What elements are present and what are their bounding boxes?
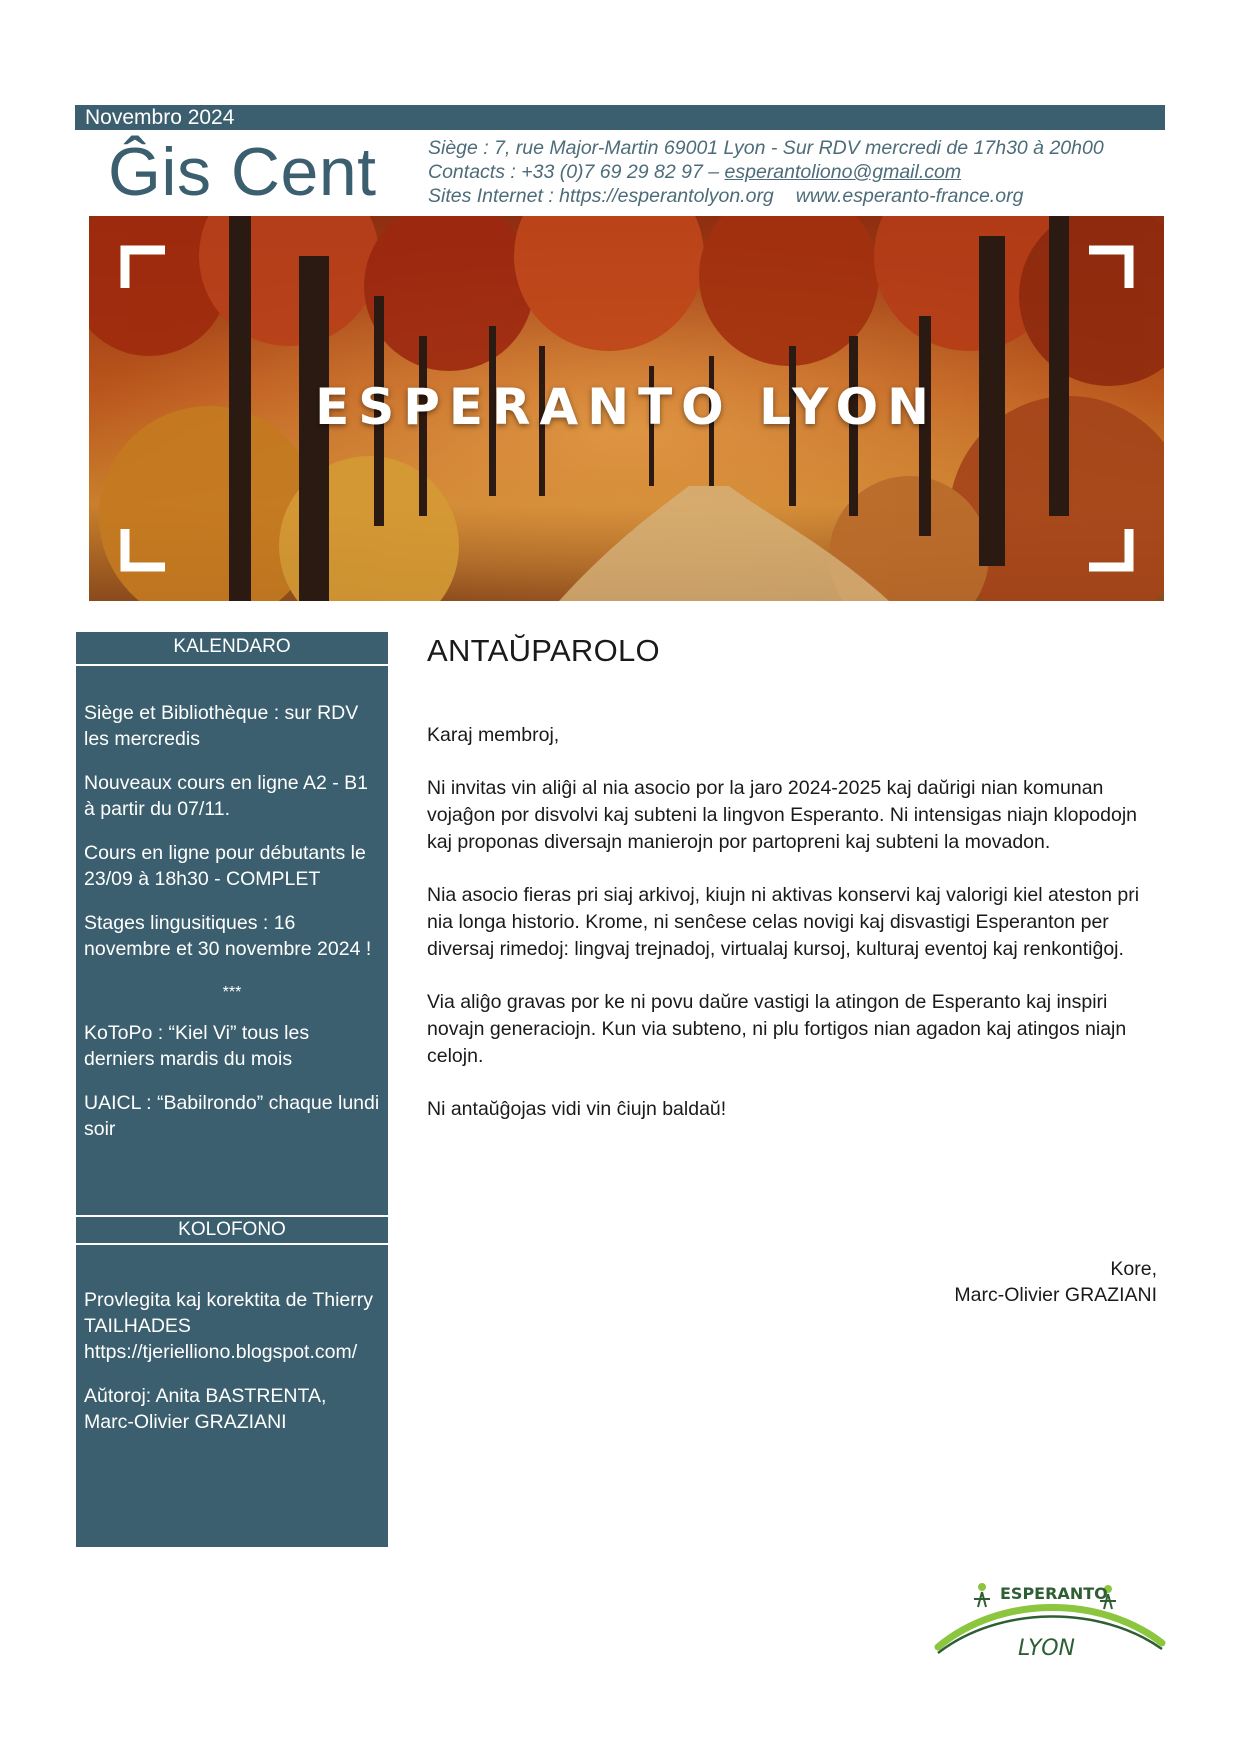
logo-text-lyon: LYON (1018, 1636, 1075, 1661)
calendar-item: Cours en ligne pour débutants le 23/09 à 18h30 - COMPLET (84, 842, 366, 890)
closing: Kore, (1110, 1258, 1157, 1280)
kolofono-section (76, 1245, 388, 1435)
colophon-item: Provlegita kaj korektita de Thierry TAILHADES https://tjerielliono.blogspot.com/ (84, 1289, 374, 1363)
esperanto-lyon-logo (930, 1575, 1170, 1670)
article-paragraph: Karaj membroj, (427, 724, 560, 746)
signature-block (954, 1256, 1157, 1308)
calendar-item: UAICL : “Babilrondo” chaque lundi soir (84, 1092, 380, 1140)
banner-title: ESPERANTO LYON (315, 377, 938, 436)
email-link[interactable]: esperantoliono@gmail.com (724, 161, 962, 183)
article (427, 632, 1157, 1306)
phone-text: Contacts : +33 (0)7 69 29 82 97 – (428, 161, 725, 183)
kolofono-heading: KOLOFONO (76, 1217, 388, 1245)
article-body (427, 722, 1157, 1149)
article-paragraph: Ni invitas vin aliĝi al nia asocio por la jaro 2024-2025 kaj daŭrigi nian komunan vojaĝon por disvolvi kaj subteni la lingvon Esperanto. Ni intensigas niajn klopodojn kaj proponas diversajn manierojn por partopreni kaj subteni la movadon. (427, 777, 1138, 853)
signature-name: Marc-Olivier GRAZIANI (954, 1284, 1157, 1306)
logo-text-esperanto: ESPERANTO (1000, 1584, 1108, 1603)
article-paragraph: Nia asocio fieras pri siaj arkivoj, kiujn ni aktivas konservi kaj valorigi kiel ateston pri nia longa historio. Krome, ni senĉese celas novigi kaj disvastigi Esperanton per diversaj rimedoj: lingvaj trejnadoj, virtualaj kursoj, kulturaj eventoj kaj renkontiĝoj. (427, 884, 1140, 960)
calendar-item: KoToPo : “Kiel Vi” tous les derniers mardis du mois (84, 1022, 310, 1070)
article-paragraph: Ni antaŭĝojas vidi vin ĉiujn baldaŭ! (427, 1098, 727, 1120)
newsletter-title: Ĝis Cent (108, 134, 377, 210)
site-link-1[interactable]: Sites Internet : https://esperantolyon.org (428, 185, 774, 207)
sidebar (76, 632, 388, 1547)
article-paragraph: Via aliĝo gravas por ke ni povu daŭre vastigi la atingon de Esperanto kaj inspiri novajn generaciojn. Kun via subteno, ni plu fortigos nian agadon kaj atingos niajn celojn. (427, 991, 1127, 1067)
banner-image (89, 216, 1164, 601)
sites-line (428, 184, 1104, 208)
figure-left-icon (974, 1583, 990, 1607)
calendar-item: Stages lingusitiques : 16 novembre et 30 novembre 2024 ! (84, 912, 372, 960)
kolofono-wrapper (76, 1215, 388, 1435)
kalendaro-section (76, 666, 388, 1215)
colophon-item: Aŭtoroj: Anita BASTRENTA, Marc-Olivier GRAZIANI (84, 1385, 327, 1433)
site-link-2[interactable]: www.esperanto-france.org (795, 185, 1024, 207)
calendar-item: Siège et Bibliothèque : sur RDV les mercredis (84, 702, 359, 750)
calendar-item: Nouveaux cours en ligne A2 - B1 à partir du 07/11. (84, 772, 369, 820)
contacts-line (428, 160, 1104, 184)
issue-month: Novembro 2024 (85, 106, 235, 129)
kalendaro-heading: KALENDARO (76, 632, 388, 666)
contact-block (428, 136, 1104, 208)
month-bar (75, 105, 1165, 130)
address-line: Siège : 7, rue Major-Martin 69001 Lyon - Sur RDV mercredi de 17h30 à 20h00 (428, 137, 1104, 159)
separator-stars: *** (222, 984, 242, 1001)
article-title: ANTAŬPAROLO (427, 633, 660, 668)
